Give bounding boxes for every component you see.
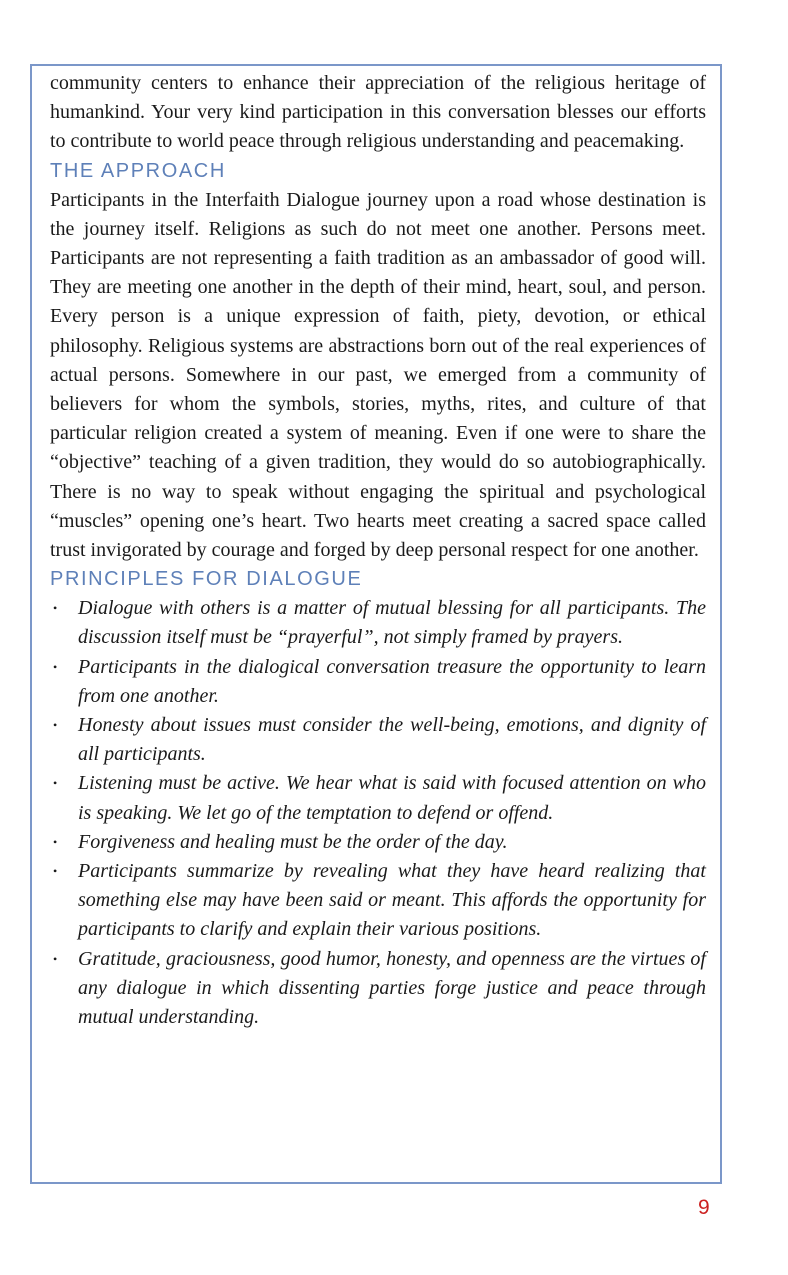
principle-item	[50, 653, 706, 711]
principle-item	[50, 769, 706, 827]
principle-text: Gratitude, graciousness, good humor, honesty, and openness are the virtues of any dialogue in which dissenting parties forge justice and peace through mutual understanding.	[78, 947, 706, 1029]
principle-item	[50, 945, 706, 1033]
principles-list	[50, 594, 706, 1032]
bullet-icon: •	[53, 834, 58, 849]
principle-item	[50, 828, 706, 857]
principle-item	[50, 711, 706, 769]
page-number: 9	[698, 1196, 710, 1219]
principle-text: Participants in the dialogical conversation treasure the opportunity to learn from one another.	[78, 655, 706, 707]
principles-heading: PRINCIPLES FOR DIALOGUE	[50, 568, 363, 591]
principle-item	[50, 857, 706, 945]
approach-heading: THE APPROACH	[50, 159, 226, 182]
intro-paragraph: community centers to enhance their appreciation of the religious heritage of humankind. Your very kind participation in this conversation blesses our efforts to contribute to world peace through religious understanding and peacemaking.	[50, 72, 706, 153]
principle-text: Listening must be active. We hear what is said with focused attention on who is speaking. We let go of the temptation to defend or offend.	[78, 772, 706, 824]
principle-text: Dialogue with others is a matter of mutual blessing for all participants. The discussion itself must be “prayerful”, not simply framed by prayers.	[78, 597, 706, 649]
principle-item	[50, 594, 706, 652]
principle-text: Honesty about issues must consider the well-being, emotions, and dignity of all participants.	[78, 714, 706, 766]
bullet-icon: •	[53, 601, 58, 616]
bullet-icon: •	[53, 951, 58, 966]
page-content	[50, 69, 706, 1032]
approach-paragraph: Participants in the Interfaith Dialogue journey upon a road whose destination is the journey itself. Religions as such do not meet one another. Persons meet. Participants are not representing a faith tradition as an ambassador of good will. They are meeting one another in the depth of their mind, heart, soul, and person. Every person is a unique expression of faith, piety, devotion, or ethical philosophy. Religious systems are abstractions born out of the real experiences of actual persons. Somewhere in our past, we emerged from a community of believers for whom the symbols, stories, myths, rites, and culture of that particular religion created a system of meaning. Even if one were to share the “objective” teaching of a given tradition, they would do so autobiographically. There is no way to speak without engaging the spiritual and psychological “muscles” opening one’s heart. Two hearts meet creating a sacred space called trust invigorated by courage and forged by deep personal respect for one another.	[50, 188, 706, 562]
bullet-icon: •	[53, 776, 58, 791]
principle-text: Forgiveness and healing must be the order of the day.	[78, 830, 508, 853]
bullet-icon: •	[53, 659, 58, 674]
principle-text: Participants summarize by revealing what they have heard realizing that something else may have been said or meant. This affords the opportunity for participants to clarify and explain their various positions.	[78, 860, 706, 941]
bullet-icon: •	[53, 864, 58, 879]
bullet-icon: •	[53, 718, 58, 733]
